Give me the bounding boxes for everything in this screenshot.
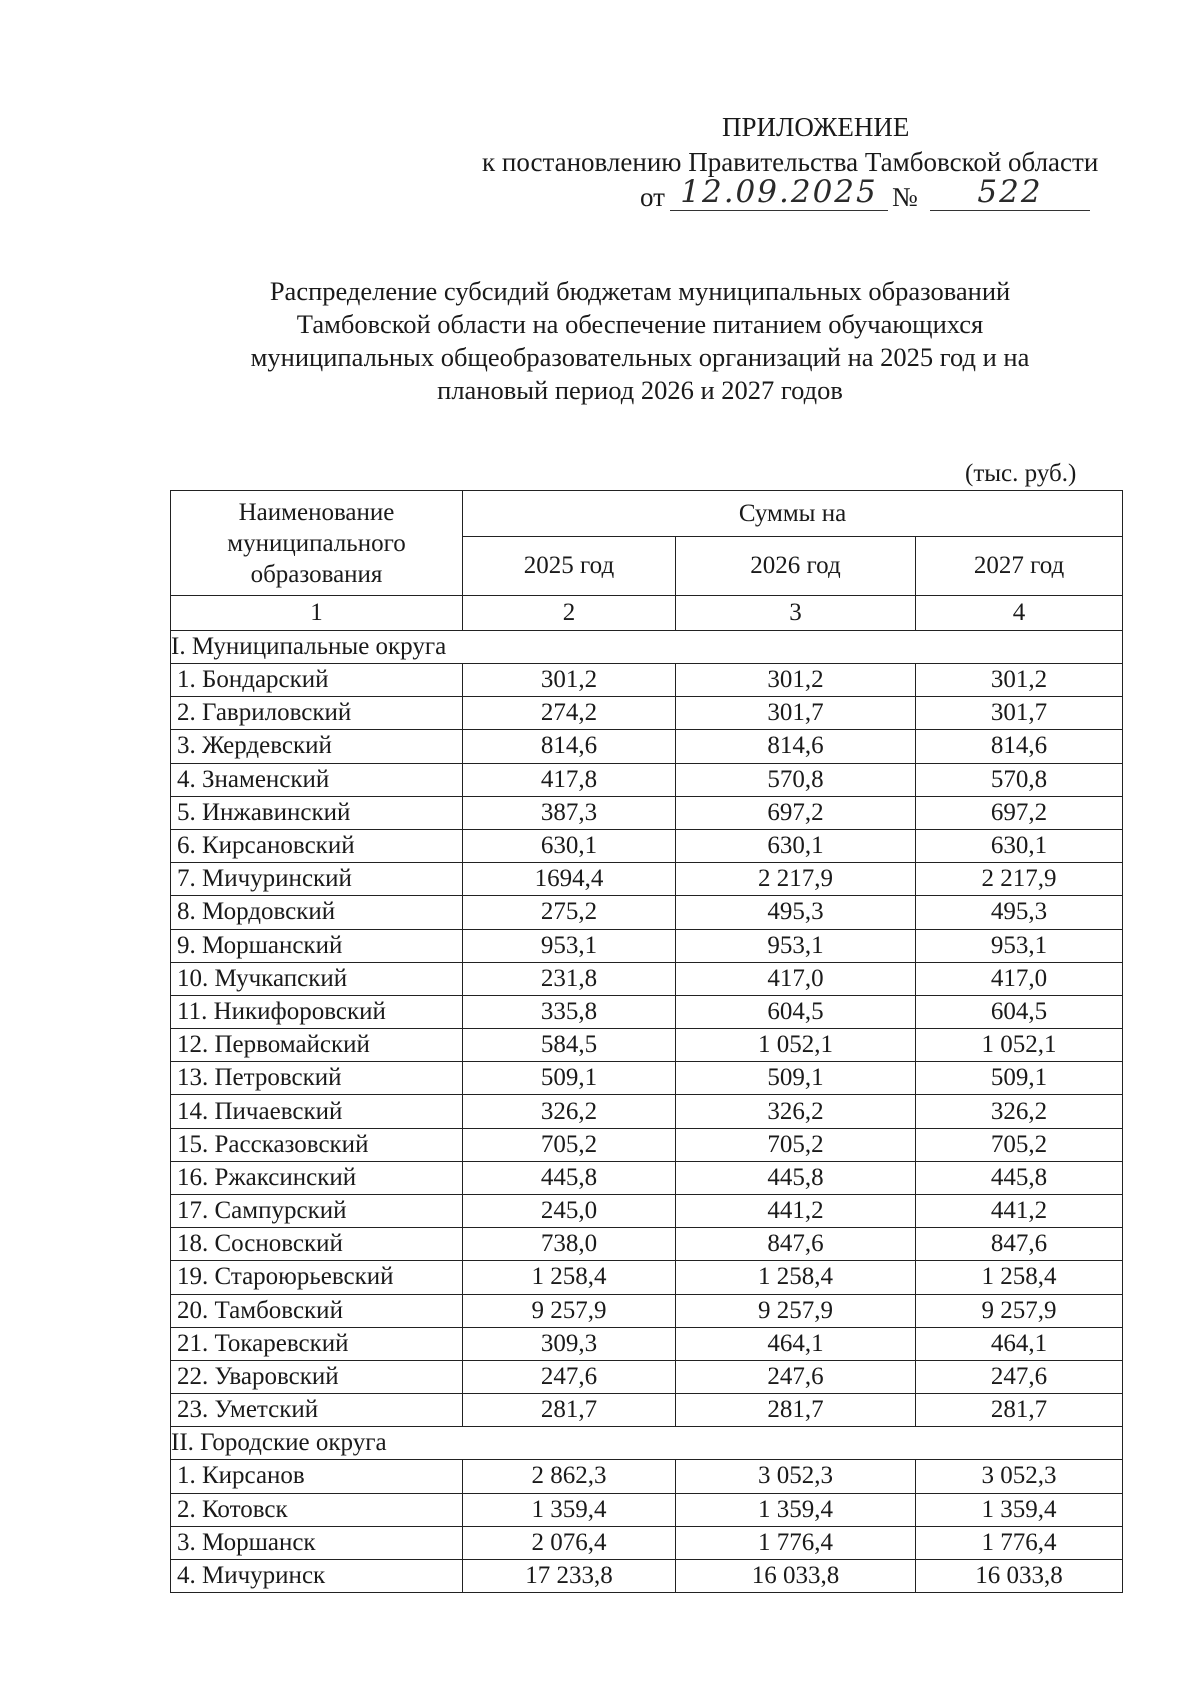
municipality-name: 6. Кирсановский xyxy=(171,829,463,862)
value-2026: 697,2 xyxy=(676,796,916,829)
table-row xyxy=(171,1261,1123,1294)
value-2026: 1 052,1 xyxy=(676,1029,916,1062)
header-group-sums: Суммы на xyxy=(463,491,1123,537)
value-2027: 705,2 xyxy=(916,1128,1123,1161)
table-row xyxy=(171,730,1123,763)
value-2027: 247,6 xyxy=(916,1360,1123,1393)
section-row xyxy=(171,631,1123,664)
value-2026: 445,8 xyxy=(676,1161,916,1194)
value-2025: 245,0 xyxy=(463,1195,676,1228)
value-2026: 570,8 xyxy=(676,763,916,796)
value-2026: 953,1 xyxy=(676,929,916,962)
value-2026: 417,0 xyxy=(676,962,916,995)
appendix-title: ПРИЛОЖЕНИЕ xyxy=(722,112,910,142)
municipality-name: 4. Мичуринск xyxy=(171,1559,463,1592)
municipality-name: 9. Моршанский xyxy=(171,929,463,962)
table-row xyxy=(171,1526,1123,1559)
document-heading xyxy=(200,275,1080,407)
municipality-name: 14. Пичаевский xyxy=(171,1095,463,1128)
header-year-2025: 2025 год xyxy=(463,537,676,596)
municipality-name: 1. Бондарский xyxy=(171,664,463,697)
table-row xyxy=(171,1029,1123,1062)
column-number: 1 xyxy=(171,596,463,631)
number-label: № xyxy=(892,182,918,212)
header-name-line: образования xyxy=(250,560,383,588)
from-label: от xyxy=(640,182,665,212)
header-name-line: Наименование xyxy=(238,498,395,526)
value-2027: 604,5 xyxy=(916,995,1123,1028)
subsidy-table xyxy=(170,490,1123,1593)
appendix-subtitle: к постановлению Правительства Тамбовской области xyxy=(482,147,1099,177)
table-row xyxy=(171,1360,1123,1393)
value-2026: 247,6 xyxy=(676,1360,916,1393)
value-2025: 281,7 xyxy=(463,1394,676,1427)
municipality-name: 2. Котовск xyxy=(171,1493,463,1526)
value-2025: 2 862,3 xyxy=(463,1460,676,1493)
section-title: II. Городские округа xyxy=(171,1427,1123,1460)
value-2025: 9 257,9 xyxy=(463,1294,676,1327)
municipality-name: 1. Кирсанов xyxy=(171,1460,463,1493)
value-2025: 1694,4 xyxy=(463,863,676,896)
value-2025: 326,2 xyxy=(463,1095,676,1128)
value-2025: 445,8 xyxy=(463,1161,676,1194)
value-2027: 1 258,4 xyxy=(916,1261,1123,1294)
value-2026: 301,7 xyxy=(676,697,916,730)
value-2025: 814,6 xyxy=(463,730,676,763)
value-2025: 738,0 xyxy=(463,1228,676,1261)
section-row xyxy=(171,1427,1123,1460)
value-2026: 495,3 xyxy=(676,896,916,929)
value-2027: 509,1 xyxy=(916,1062,1123,1095)
table-row xyxy=(171,1294,1123,1327)
value-2027: 445,8 xyxy=(916,1161,1123,1194)
value-2025: 584,5 xyxy=(463,1029,676,1062)
value-2025: 335,8 xyxy=(463,995,676,1028)
units-label: (тыс. руб.) xyxy=(965,460,1077,487)
municipality-name: 5. Инжавинский xyxy=(171,796,463,829)
municipality-name: 22. Уваровский xyxy=(171,1360,463,1393)
value-2027: 814,6 xyxy=(916,730,1123,763)
value-2026: 1 359,4 xyxy=(676,1493,916,1526)
value-2027: 2 217,9 xyxy=(916,863,1123,896)
table-row xyxy=(171,1128,1123,1161)
value-2026: 814,6 xyxy=(676,730,916,763)
value-2025: 275,2 xyxy=(463,896,676,929)
column-number: 3 xyxy=(676,596,916,631)
header-name-cell xyxy=(171,491,463,596)
value-2025: 1 359,4 xyxy=(463,1493,676,1526)
table-row xyxy=(171,763,1123,796)
municipality-name: 16. Ржаксинский xyxy=(171,1161,463,1194)
value-2025: 309,3 xyxy=(463,1327,676,1360)
value-2027: 326,2 xyxy=(916,1095,1123,1128)
table-row xyxy=(171,1062,1123,1095)
value-2027: 1 052,1 xyxy=(916,1029,1123,1062)
header-year-2026: 2026 год xyxy=(676,537,916,596)
value-2027: 3 052,3 xyxy=(916,1460,1123,1493)
value-2026: 326,2 xyxy=(676,1095,916,1128)
value-2027: 281,7 xyxy=(916,1394,1123,1427)
municipality-name: 23. Уметский xyxy=(171,1394,463,1427)
value-2027: 441,2 xyxy=(916,1195,1123,1228)
handwritten-date: 12.09.2025 xyxy=(670,174,888,211)
value-2026: 705,2 xyxy=(676,1128,916,1161)
heading-line: муниципальных общеобразовательных организаций на 2025 год и на xyxy=(250,342,1030,372)
value-2027: 697,2 xyxy=(916,796,1123,829)
municipality-name: 17. Сампурский xyxy=(171,1195,463,1228)
table-row xyxy=(171,1195,1123,1228)
value-2025: 705,2 xyxy=(463,1128,676,1161)
value-2027: 630,1 xyxy=(916,829,1123,862)
table-row xyxy=(171,1327,1123,1360)
value-2026: 301,2 xyxy=(676,664,916,697)
municipality-name: 4. Знаменский xyxy=(171,763,463,796)
table-row xyxy=(171,664,1123,697)
table-row xyxy=(171,1095,1123,1128)
table-row xyxy=(171,1460,1123,1493)
value-2025: 417,8 xyxy=(463,763,676,796)
value-2027: 417,0 xyxy=(916,962,1123,995)
municipality-name: 3. Моршанск xyxy=(171,1526,463,1559)
table-row xyxy=(171,896,1123,929)
table-row xyxy=(171,697,1123,730)
value-2027: 9 257,9 xyxy=(916,1294,1123,1327)
value-2026: 509,1 xyxy=(676,1062,916,1095)
value-2027: 495,3 xyxy=(916,896,1123,929)
table-row xyxy=(171,1559,1123,1592)
value-2027: 1 359,4 xyxy=(916,1493,1123,1526)
municipality-name: 12. Первомайский xyxy=(171,1029,463,1062)
table-body xyxy=(171,631,1123,1593)
value-2026: 604,5 xyxy=(676,995,916,1028)
value-2027: 301,7 xyxy=(916,697,1123,730)
value-2025: 630,1 xyxy=(463,829,676,862)
header-name-line: муниципального xyxy=(227,529,406,557)
column-number: 4 xyxy=(916,596,1123,631)
value-2025: 387,3 xyxy=(463,796,676,829)
heading-line: Распределение субсидий бюджетам муниципальных образований xyxy=(269,276,1011,306)
value-2025: 509,1 xyxy=(463,1062,676,1095)
value-2026: 1 258,4 xyxy=(676,1261,916,1294)
table-row xyxy=(171,1394,1123,1427)
value-2026: 281,7 xyxy=(676,1394,916,1427)
value-2025: 247,6 xyxy=(463,1360,676,1393)
table-row xyxy=(171,1228,1123,1261)
value-2026: 3 052,3 xyxy=(676,1460,916,1493)
table-row xyxy=(171,863,1123,896)
value-2025: 231,8 xyxy=(463,962,676,995)
value-2026: 847,6 xyxy=(676,1228,916,1261)
appendix-reference xyxy=(640,174,1100,214)
value-2027: 847,6 xyxy=(916,1228,1123,1261)
value-2027: 301,2 xyxy=(916,664,1123,697)
value-2025: 953,1 xyxy=(463,929,676,962)
value-2025: 301,2 xyxy=(463,664,676,697)
section-title: I. Муниципальные округа xyxy=(171,631,1123,664)
header-year-2027: 2027 год xyxy=(916,537,1123,596)
table-row xyxy=(171,929,1123,962)
value-2026: 464,1 xyxy=(676,1327,916,1360)
value-2027: 953,1 xyxy=(916,929,1123,962)
column-number: 2 xyxy=(463,596,676,631)
table-row xyxy=(171,995,1123,1028)
value-2027: 16 033,8 xyxy=(916,1559,1123,1592)
heading-line: Тамбовской области на обеспечение питанием обучающихся xyxy=(296,309,984,339)
municipality-name: 3. Жердевский xyxy=(171,730,463,763)
heading-line: плановый период 2026 и 2027 годов xyxy=(437,375,843,405)
municipality-name: 20. Тамбовский xyxy=(171,1294,463,1327)
value-2026: 630,1 xyxy=(676,829,916,862)
value-2025: 2 076,4 xyxy=(463,1526,676,1559)
municipality-name: 21. Токаревский xyxy=(171,1327,463,1360)
municipality-name: 7. Мичуринский xyxy=(171,863,463,896)
table-row xyxy=(171,829,1123,862)
value-2026: 441,2 xyxy=(676,1195,916,1228)
municipality-name: 2. Гавриловский xyxy=(171,697,463,730)
value-2025: 1 258,4 xyxy=(463,1261,676,1294)
municipality-name: 10. Мучкапский xyxy=(171,962,463,995)
value-2027: 570,8 xyxy=(916,763,1123,796)
value-2025: 274,2 xyxy=(463,697,676,730)
table-row xyxy=(171,796,1123,829)
value-2026: 9 257,9 xyxy=(676,1294,916,1327)
value-2026: 16 033,8 xyxy=(676,1559,916,1592)
value-2026: 2 217,9 xyxy=(676,863,916,896)
municipality-name: 8. Мордовский xyxy=(171,896,463,929)
municipality-name: 13. Петровский xyxy=(171,1062,463,1095)
municipality-name: 19. Староюрьевский xyxy=(171,1261,463,1294)
municipality-name: 11. Никифоровский xyxy=(171,995,463,1028)
table-row xyxy=(171,962,1123,995)
handwritten-number: 522 xyxy=(930,174,1090,211)
municipality-name: 18. Сосновский xyxy=(171,1228,463,1261)
value-2026: 1 776,4 xyxy=(676,1526,916,1559)
municipality-name: 15. Рассказовский xyxy=(171,1128,463,1161)
table-row xyxy=(171,1161,1123,1194)
value-2027: 1 776,4 xyxy=(916,1526,1123,1559)
table-row xyxy=(171,1493,1123,1526)
value-2027: 464,1 xyxy=(916,1327,1123,1360)
value-2025: 17 233,8 xyxy=(463,1559,676,1592)
